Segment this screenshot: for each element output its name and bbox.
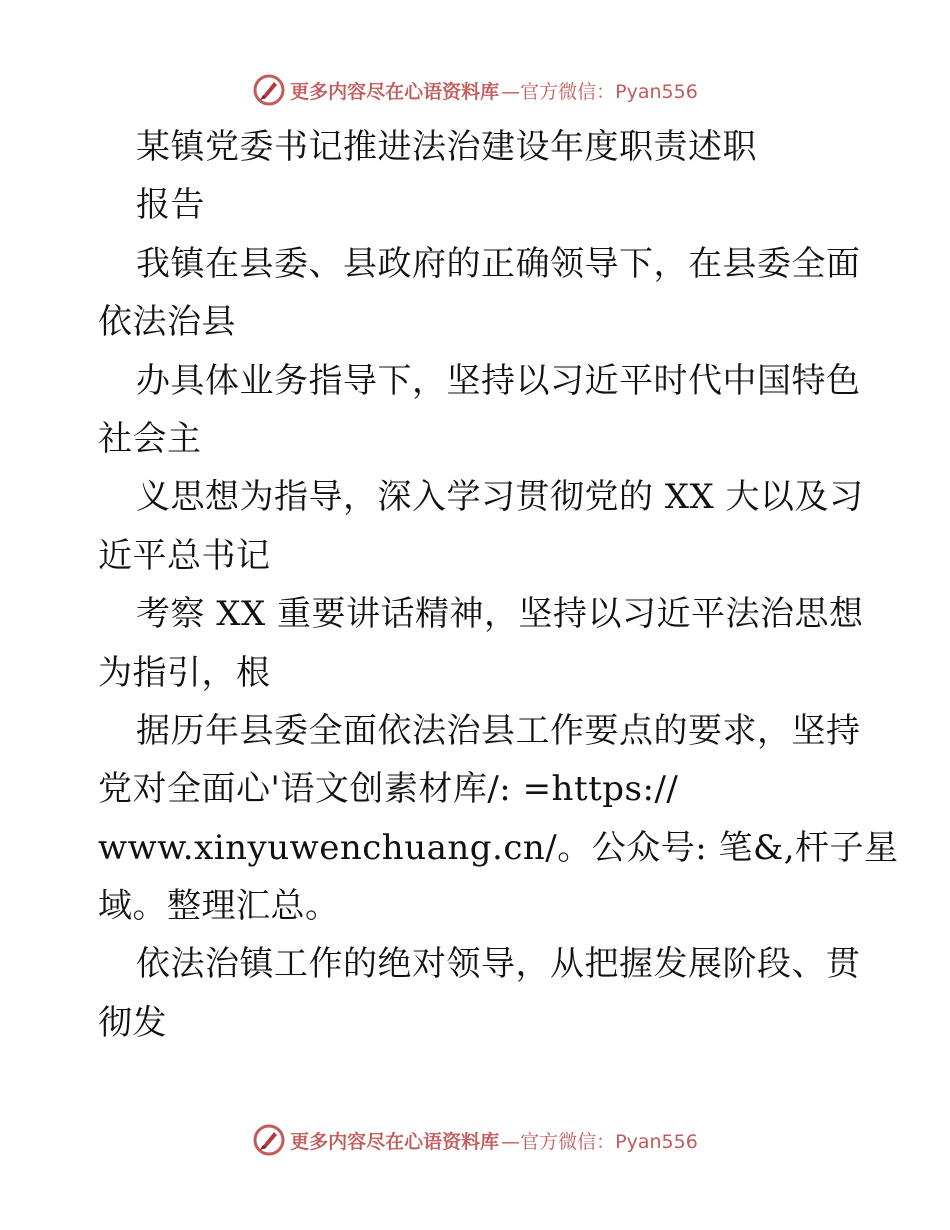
document-body <box>98 118 899 1052</box>
banner-wechat-text: —官方微信：Pyan556 <box>501 80 698 103</box>
paragraph-line: 依法治县 <box>98 302 236 343</box>
paragraph-line: 彻发 <box>98 1002 167 1043</box>
paragraph-line: 考察 XX 重要讲话精神，坚持以习近平法治思想 <box>136 594 864 635</box>
paragraph-line: 党对全面心'语文创素材库/: =https:// <box>98 769 679 810</box>
footer-watermark-banner <box>0 1120 950 1160</box>
quill-logo-icon <box>252 73 286 107</box>
banner-wechat-text: —官方微信：Pyan556 <box>501 1130 698 1153</box>
banner-main-text: 更多内容尽在心语资料库 <box>290 80 500 103</box>
paragraph-line: 我镇在县委、县政府的正确领导下，在县委全面 <box>136 243 861 284</box>
paragraph-line: www.xinyuwenchuang.cn/。公众号: 笔&,杆子星 <box>98 827 899 868</box>
document-title-line-1: 某镇党委书记推进法治建设年度职责述职 <box>136 127 757 167</box>
quill-logo-icon <box>252 1123 286 1157</box>
paragraph-line: 办具体业务指导下，坚持以习近平时代中国特色 <box>136 360 861 401</box>
header-watermark-banner <box>0 70 950 110</box>
banner-main-text: 更多内容尽在心语资料库 <box>290 1130 500 1153</box>
paragraph-line: 近平总书记 <box>98 535 271 576</box>
paragraph-line: 据历年县委全面依法治县工作要点的要求，坚持 <box>136 710 861 751</box>
paragraph-line: 义思想为指导，深入学习贯彻党的 XX 大以及习 <box>136 477 864 518</box>
paragraph-line: 依法治镇工作的绝对领导，从把握发展阶段、贯 <box>136 944 861 985</box>
document-title-line-2: 报告 <box>136 185 205 226</box>
paragraph-line: 为指引，根 <box>98 652 271 693</box>
paragraph-line: 社会主 <box>98 418 202 459</box>
paragraph-line: 域。整理汇总。 <box>98 886 340 927</box>
